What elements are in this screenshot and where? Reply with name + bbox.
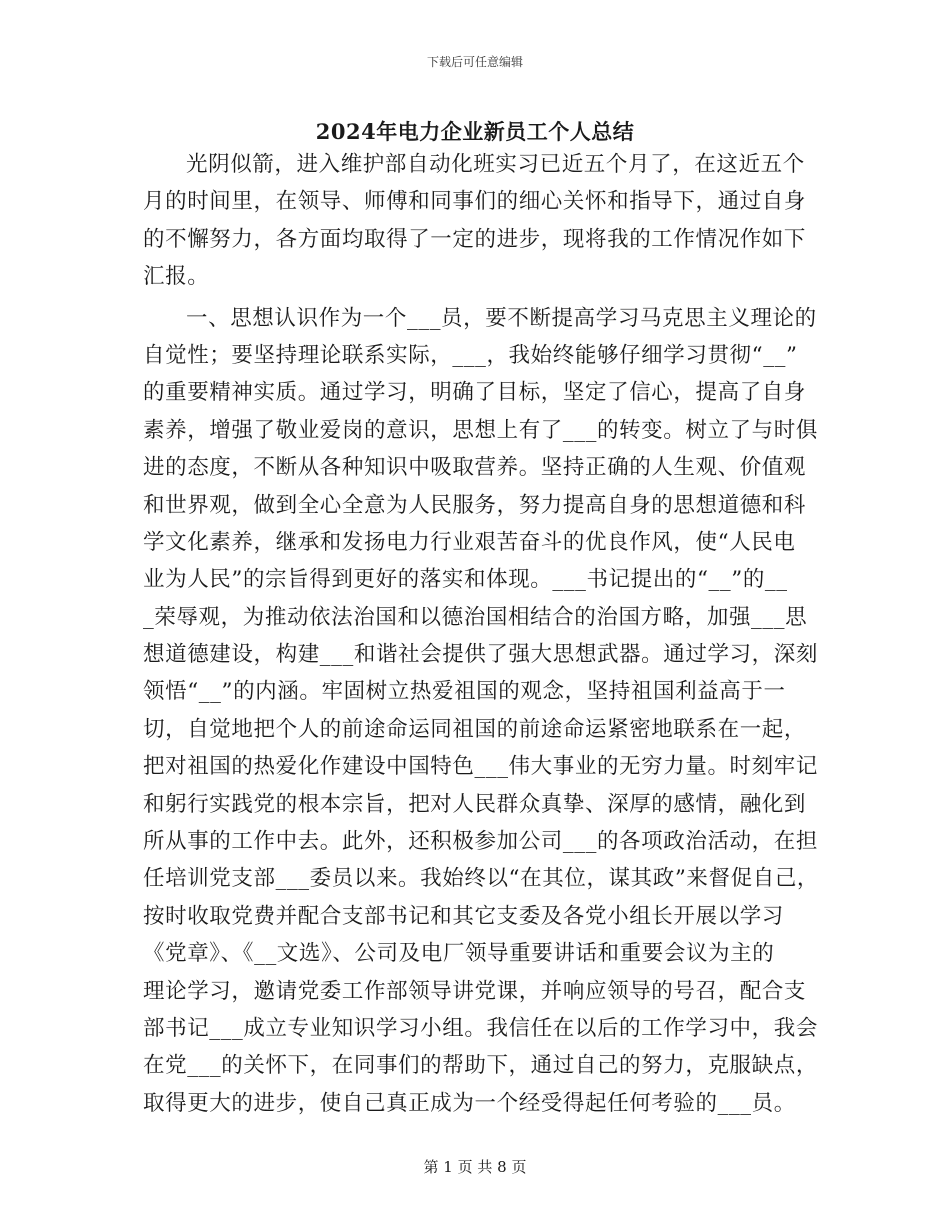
text-line: 自觉性；要坚持理论联系实际，___，我始终能够仔细学习贯彻“__” — [143, 342, 798, 368]
text-line: 业为人民”的宗旨得到更好的落实和体现。___书记提出的“__”的__ — [143, 567, 788, 593]
text-line: 领悟“__”的内涵。牢固树立热爱祖国的观念，坚持祖国利益高于一 — [143, 679, 786, 705]
text-line: 在党___的关怀下，在同事们的帮助下，通过自己的努力，克服缺点， — [143, 1053, 818, 1079]
text-line: 和躬行实践党的根本宗旨，把对人民群众真挚、深厚的感情，融化到 — [143, 791, 807, 817]
text-line: 部书记___成立专业知识学习小组。我信任在以后的工作学习中，我会 — [143, 1015, 818, 1041]
text-line: 一、思想认识作为一个___员，要不断提高学习马克思主义理论的 — [186, 305, 817, 331]
text-line: _荣辱观，为推动依法治国和以德治国相结合的治国方略，加强___思 — [143, 604, 808, 630]
text-line: 所从事的工作中去。此外，还积极参加公司___的各项政治活动，在担 — [143, 829, 818, 855]
page-header-note: 下载后可任意编辑 — [426, 55, 523, 69]
text-line: 汇报。 — [143, 264, 210, 290]
text-line: 把对祖国的热爱化作建设中国特色___伟大事业的无穷力量。时刻牢记 — [143, 754, 818, 780]
text-line: 切，自觉地把个人的前途命运同祖国的前途命运紧密地联系在一起， — [143, 716, 807, 742]
text-line: 《党章》、《__文选》、公司及电厂领导重要讲话和重要会议为主的 — [143, 941, 775, 967]
text-line: 的重要精神实质。通过学习，明确了目标，坚定了信心，提高了自身 — [143, 380, 807, 406]
text-line: 想道德建设，构建___和谐社会提供了强大思想武器。通过学习，深刻 — [143, 642, 818, 668]
text-line: 理论学习，邀请党委工作部领导讲党课，并响应领导的号召，配合支 — [143, 978, 807, 1004]
text-line: 和世界观，做到全心全意为人民服务，努力提高自身的思想道德和科 — [143, 492, 807, 518]
text-line: 光阴似箭，进入维护部自动化班实习已近五个月了，在这近五个 — [186, 152, 805, 177]
text-line: 按时收取党费并配合支部书记和其它支委及各党小组长开展以学习 — [143, 903, 784, 929]
text-line: 学文化素养，继承和发扬电力行业艰苦奋斗的优良作风，使“人民电 — [143, 529, 796, 555]
text-line: 素养，增强了敬业爱岗的意识，思想上有了___的转变。树立了与时俱 — [143, 417, 818, 443]
text-line: 的不懈努力，各方面均取得了一定的进步，现将我的工作情况作如下 — [143, 226, 807, 252]
paragraph-ideology — [143, 300, 820, 1123]
text-line: 任培训党支部___委员以来。我始终以“在其位，谋其政”来督促自己， — [143, 866, 820, 892]
text-line: 进的态度，不断从各种知识中吸取营养。坚持正确的人生观、价值观 — [143, 455, 807, 481]
document-body — [143, 146, 820, 1122]
paragraph-intro — [143, 146, 813, 296]
text-line: 取得更大的进步，使自己真正成为一个经受得起任何考验的___员。 — [143, 1090, 796, 1116]
page-number: 第 1 页 共 8 页 — [423, 1158, 527, 1176]
text-line: 月的时间里，在领导、师傅和同事们的细心关怀和指导下，通过自身 — [143, 189, 807, 215]
document-title: 2024年电力企业新员工个人总结 — [315, 119, 635, 144]
